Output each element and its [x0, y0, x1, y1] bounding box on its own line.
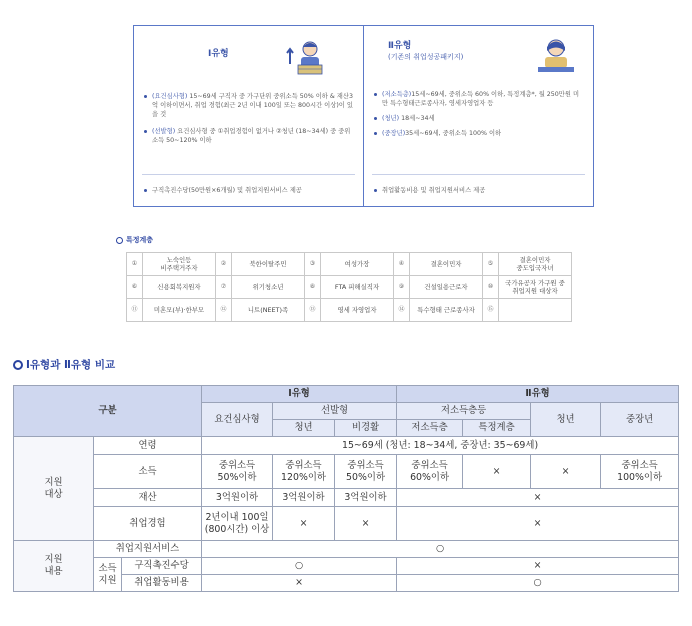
group-label: 영세 자영업자 [321, 299, 394, 322]
header-youth: 청년 [273, 420, 335, 437]
bullet-highlight: (중장년) [382, 130, 406, 137]
cell: 중위소득 50%이하 [202, 455, 273, 489]
group-label: 국가유공자 가구원 중 취업지원 대상자 [499, 276, 572, 299]
cell: × [531, 455, 601, 489]
type1-box-title: Ⅰ유형 [208, 49, 229, 59]
table-row [127, 253, 572, 276]
header-non-economic: 비경활 [335, 420, 397, 437]
type2-box-title: Ⅱ유형 [388, 41, 412, 51]
group-number: ② [216, 253, 232, 276]
group-number: ⑮ [483, 299, 499, 322]
group-label: 미혼모(부)·한부모 [143, 299, 216, 322]
group-label: 위기청소년 [232, 276, 305, 299]
row-label: 구직촉진수당 [122, 558, 202, 575]
person-consultant-icon [534, 36, 578, 74]
table-row [14, 507, 679, 541]
group-label: 여성가장 [321, 253, 394, 276]
bullet-text: 35세~69세, 중위소득 100% 이하 [405, 130, 502, 137]
group-number: ⑤ [483, 253, 499, 276]
bullet-text: 취업활동비용 및 취업지원서비스 제공 [382, 187, 486, 194]
comparison-title [13, 357, 115, 372]
group-number: ⑧ [305, 276, 321, 299]
income-support-label: 소득 지원 [94, 558, 122, 592]
cell: × [397, 489, 679, 507]
bullet-text: 요건심사형 중 ①취업경험이 없거나 ②청년 (18~34세) 중 중위소득 50~120% 이하 [152, 128, 351, 144]
cell: 3억원이하 [335, 489, 397, 507]
divider [372, 174, 585, 175]
row-label: 취업활동비용 [122, 575, 202, 592]
group-number: ⑪ [127, 299, 143, 322]
group-number: ④ [394, 253, 410, 276]
group-label: 결혼이민자 [410, 253, 483, 276]
header-youth2: 청년 [531, 403, 601, 437]
table-row [14, 558, 679, 575]
cell: 중위소득 100%이하 [601, 455, 679, 489]
cell: 중위소득 120%이하 [273, 455, 335, 489]
bullet-text: 구직촉진수당(50만원×6개월) 및 취업지원서비스 제공 [152, 187, 302, 194]
group-number: ⑦ [216, 276, 232, 299]
special-groups-title [116, 235, 153, 245]
person-money-icon [284, 38, 328, 76]
type2-bullet [374, 129, 585, 138]
header-low-income-group: 저소득층등 [397, 403, 531, 420]
header-middle-aged: 중장년 [601, 403, 679, 437]
type2-bullet [374, 186, 585, 195]
cell: × [397, 507, 679, 541]
support-target-label: 지원 대상 [14, 437, 94, 541]
cell: × [463, 455, 531, 489]
cell: 2년이내 100일 (800시간) 이상 [202, 507, 273, 541]
bullet-highlight: (청년) [382, 115, 400, 122]
group-number: ③ [305, 253, 321, 276]
group-label: 북한이탈주민 [232, 253, 305, 276]
row-label: 취업지원서비스 [94, 541, 202, 558]
type1-bullet-list [144, 92, 355, 151]
cell: ○ [397, 575, 679, 592]
cell: 3억원이하 [202, 489, 273, 507]
cell: 3억원이하 [273, 489, 335, 507]
group-label: 니트(NEET)족 [232, 299, 305, 322]
group-label [499, 299, 572, 322]
cell: 중위소득 60%이하 [397, 455, 463, 489]
row-label: 취업경험 [94, 507, 202, 541]
row-label: 소득 [94, 455, 202, 489]
type2-box-subtitle: (기존의 취업성공패키지) [388, 53, 464, 61]
bullet-text: 15세~69세, 중위소득 60% 이하, 특정계층*, 월 250만원 미만 특수형태근로종사자, 영세자영업자 등 [382, 91, 580, 107]
bullet-highlight: (선발형) [152, 128, 176, 135]
cell: × [335, 507, 397, 541]
bullet-text: 15~69세 구직자 중 가구단위 중위소득 50% 이하 & 재산3억 이하이면서, 취업 경험(최근 2년 이내 100일 또는 800시간 이상)이 있을 것 [152, 93, 353, 118]
type2-bullet-list [374, 90, 585, 144]
type1-box [133, 25, 364, 207]
bullet-highlight: (저소득층) [382, 91, 412, 98]
type1-bullet [144, 92, 355, 119]
row-label: 재산 [94, 489, 202, 507]
special-groups-title-text: 특정계층 [126, 236, 154, 244]
group-label: 노숙인등 비주택거주자 [143, 253, 216, 276]
row-label: 연령 [94, 437, 202, 455]
table-row [127, 299, 572, 322]
table-row [14, 489, 679, 507]
age-value: 15~69세 (청년: 18~34세, 중장년: 35~69세) [202, 437, 679, 455]
divider [142, 174, 355, 175]
group-label: 결혼이민자 중도입국자녀 [499, 253, 572, 276]
type1-bullet [144, 127, 355, 145]
cell: × [397, 558, 679, 575]
group-label: 특수형태 근로종사자 [410, 299, 483, 322]
group-number: ⑨ [394, 276, 410, 299]
header-requirement: 요건심사형 [202, 403, 273, 437]
type2-box [364, 25, 594, 207]
group-number: ⑫ [216, 299, 232, 322]
cell: 중위소득 50%이하 [335, 455, 397, 489]
header-selection: 선발형 [273, 403, 397, 420]
bullet-text: 18세~34세 [399, 115, 435, 122]
type2-bullet [374, 90, 585, 108]
header-type1: Ⅰ유형 [202, 386, 397, 403]
table-row [14, 437, 679, 455]
cell: × [273, 507, 335, 541]
circle-bullet-icon [13, 360, 23, 370]
header-gubun: 구분 [14, 386, 202, 437]
type1-bullet [144, 186, 355, 195]
header-low-income: 저소득층 [397, 420, 463, 437]
cell: ○ [202, 558, 397, 575]
group-label: FTA 피해실직자 [321, 276, 394, 299]
comparison-title-text: Ⅰ유형과 Ⅱ유형 비교 [26, 359, 116, 371]
header-special: 특정계층 [463, 420, 531, 437]
support-content-label: 지원 내용 [14, 541, 94, 592]
group-number: ⑩ [483, 276, 499, 299]
comparison-table [13, 385, 679, 592]
type2-bullet [374, 114, 585, 123]
group-number: ⑥ [127, 276, 143, 299]
header-type2: Ⅱ유형 [397, 386, 679, 403]
special-groups-table [126, 252, 572, 322]
table-row [14, 455, 679, 489]
group-number: ⑭ [394, 299, 410, 322]
group-label: 건설일용근로자 [410, 276, 483, 299]
table-row [14, 541, 679, 558]
cell: ○ [202, 541, 679, 558]
type1-bullet-list-footer [144, 186, 355, 201]
circle-bullet-icon [116, 237, 123, 244]
group-label: 신용회복지원자 [143, 276, 216, 299]
group-number: ① [127, 253, 143, 276]
group-number: ⑬ [305, 299, 321, 322]
type2-bullet-list-footer [374, 186, 585, 201]
cell: × [202, 575, 397, 592]
table-row [127, 276, 572, 299]
bullet-highlight: (요건심사형) [152, 93, 188, 100]
